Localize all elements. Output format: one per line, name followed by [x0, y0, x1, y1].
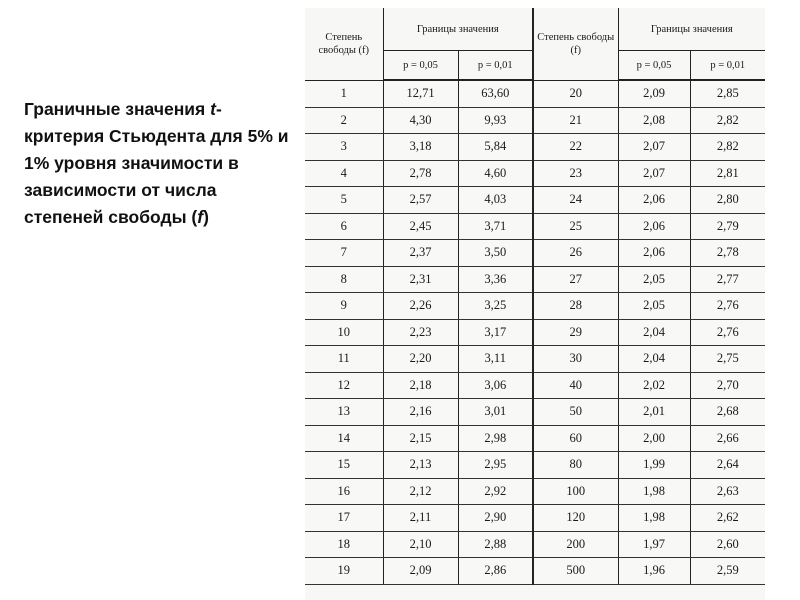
cell-p01-right: 2,82 — [690, 107, 765, 134]
cell-dof-right: 20 — [533, 80, 618, 107]
cell-p05-left: 2,09 — [383, 558, 458, 585]
cell-p01-left: 3,17 — [458, 319, 533, 346]
header-p05-left: p = 0,05 — [383, 51, 458, 81]
cell-dof-right: 25 — [533, 213, 618, 240]
cell-dof-left: 18 — [305, 531, 383, 558]
caption-f-letter: f — [197, 207, 204, 227]
cell-dof-right: 23 — [533, 160, 618, 187]
table-row — [305, 558, 765, 585]
cell-p05-right: 2,08 — [618, 107, 690, 134]
cell-p05-left: 2,11 — [383, 505, 458, 532]
cell-dof-right: 29 — [533, 319, 618, 346]
cell-p05-right: 1,99 — [618, 452, 690, 479]
cell-dof-right: 100 — [533, 478, 618, 505]
cell-p01-left: 3,36 — [458, 266, 533, 293]
cell-dof-left: 4 — [305, 160, 383, 187]
cell-p05-right: 1,97 — [618, 531, 690, 558]
cell-p05-right: 2,00 — [618, 425, 690, 452]
header-p01-left: p = 0,01 — [458, 51, 533, 81]
cell-dof-left: 19 — [305, 558, 383, 585]
cell-dof-left: 15 — [305, 452, 383, 479]
cell-p05-left: 2,23 — [383, 319, 458, 346]
cell-p05-right: 2,04 — [618, 319, 690, 346]
cell-dof-left: 10 — [305, 319, 383, 346]
cell-p01-right: 2,62 — [690, 505, 765, 532]
cell-p01-right: 2,68 — [690, 399, 765, 426]
cell-p05-right: 2,07 — [618, 160, 690, 187]
table-row — [305, 266, 765, 293]
header-bounds-left: Границы значения — [383, 8, 533, 51]
cell-p05-left: 12,71 — [383, 80, 458, 107]
table-row — [305, 293, 765, 320]
cell-p01-right: 2,70 — [690, 372, 765, 399]
cell-dof-right: 30 — [533, 346, 618, 373]
caption-text-main: -критерия Стьюдента для 5% и 1% уровня значимости в зависимости от числа степеней свободы ( — [24, 99, 289, 227]
table-row — [305, 452, 765, 479]
cell-p01-right: 2,82 — [690, 134, 765, 161]
cell-p01-left: 3,25 — [458, 293, 533, 320]
cell-p01-left: 3,06 — [458, 372, 533, 399]
cell-p01-left: 3,50 — [458, 240, 533, 267]
cell-dof-left: 6 — [305, 213, 383, 240]
cell-p01-right: 2,78 — [690, 240, 765, 267]
cell-p01-left: 2,95 — [458, 452, 533, 479]
table-row — [305, 399, 765, 426]
cell-p05-right: 2,05 — [618, 266, 690, 293]
cell-dof-left: 11 — [305, 346, 383, 373]
caption-t-letter: t — [210, 99, 216, 119]
cell-p01-left: 5,84 — [458, 134, 533, 161]
cell-p05-right: 2,02 — [618, 372, 690, 399]
cell-dof-right: 80 — [533, 452, 618, 479]
table-row — [305, 240, 765, 267]
cell-p05-left: 2,57 — [383, 187, 458, 214]
cell-p05-right: 1,96 — [618, 558, 690, 585]
cell-p05-right: 2,09 — [618, 80, 690, 107]
cell-dof-left: 9 — [305, 293, 383, 320]
cell-p05-left: 2,10 — [383, 531, 458, 558]
cell-dof-left: 16 — [305, 478, 383, 505]
cell-p01-left: 4,60 — [458, 160, 533, 187]
cell-p05-right: 2,05 — [618, 293, 690, 320]
table-row — [305, 160, 765, 187]
cell-p05-left: 2,37 — [383, 240, 458, 267]
cell-dof-right: 50 — [533, 399, 618, 426]
cell-p01-left: 2,98 — [458, 425, 533, 452]
cell-p01-right: 2,81 — [690, 160, 765, 187]
table-row — [305, 531, 765, 558]
cell-p01-right: 2,77 — [690, 266, 765, 293]
cell-p01-left: 2,86 — [458, 558, 533, 585]
table-row — [305, 319, 765, 346]
cell-p01-left: 2,92 — [458, 478, 533, 505]
cell-p01-right: 2,85 — [690, 80, 765, 107]
cell-dof-left: 2 — [305, 107, 383, 134]
cell-dof-left: 3 — [305, 134, 383, 161]
header-dof-right: Степень свободы (f) — [533, 8, 618, 80]
cell-p01-right: 2,79 — [690, 213, 765, 240]
cell-p05-left: 3,18 — [383, 134, 458, 161]
table-row — [305, 107, 765, 134]
cell-p01-left: 2,90 — [458, 505, 533, 532]
cell-dof-left: 5 — [305, 187, 383, 214]
table-row — [305, 187, 765, 214]
header-p05-right: p = 0,05 — [618, 51, 690, 81]
cell-p01-right: 2,66 — [690, 425, 765, 452]
cell-p05-right: 2,04 — [618, 346, 690, 373]
student-t-table-image — [305, 8, 765, 600]
cell-dof-right: 28 — [533, 293, 618, 320]
cell-p01-left: 3,11 — [458, 346, 533, 373]
cell-p05-right: 2,01 — [618, 399, 690, 426]
cell-dof-right: 26 — [533, 240, 618, 267]
cell-p05-left: 2,15 — [383, 425, 458, 452]
cell-dof-right: 21 — [533, 107, 618, 134]
table-body — [305, 80, 765, 584]
cell-dof-left: 8 — [305, 266, 383, 293]
cell-p01-right: 2,59 — [690, 558, 765, 585]
cell-dof-left: 14 — [305, 425, 383, 452]
cell-dof-right: 200 — [533, 531, 618, 558]
cell-p05-right: 1,98 — [618, 505, 690, 532]
caption-text-start: Граничные значения — [24, 99, 211, 119]
header-bounds-right: Границы значения — [618, 8, 765, 51]
slide-caption — [24, 96, 299, 231]
cell-p05-right: 2,06 — [618, 213, 690, 240]
table-row — [305, 80, 765, 107]
cell-p01-right: 2,75 — [690, 346, 765, 373]
cell-dof-right: 40 — [533, 372, 618, 399]
cell-dof-right: 22 — [533, 134, 618, 161]
table-row — [305, 505, 765, 532]
cell-p01-right: 2,63 — [690, 478, 765, 505]
cell-p05-left: 2,45 — [383, 213, 458, 240]
cell-p05-right: 2,07 — [618, 134, 690, 161]
cell-dof-right: 500 — [533, 558, 618, 585]
cell-p01-right: 2,64 — [690, 452, 765, 479]
cell-p05-right: 2,06 — [618, 187, 690, 214]
cell-p01-right: 2,76 — [690, 319, 765, 346]
table-row — [305, 213, 765, 240]
table-row — [305, 425, 765, 452]
cell-dof-right: 27 — [533, 266, 618, 293]
cell-p05-right: 1,98 — [618, 478, 690, 505]
cell-p01-left: 3,01 — [458, 399, 533, 426]
table-row — [305, 372, 765, 399]
cell-p05-left: 2,31 — [383, 266, 458, 293]
cell-dof-right: 120 — [533, 505, 618, 532]
cell-dof-left: 12 — [305, 372, 383, 399]
header-dof-left: Степень свободы (f) — [305, 8, 383, 80]
header-p01-right: p = 0,01 — [690, 51, 765, 81]
cell-dof-left: 7 — [305, 240, 383, 267]
cell-p01-left: 4,03 — [458, 187, 533, 214]
cell-p01-left: 63,60 — [458, 80, 533, 107]
cell-p01-right: 2,80 — [690, 187, 765, 214]
cell-p05-left: 2,20 — [383, 346, 458, 373]
table-row — [305, 478, 765, 505]
cell-dof-left: 1 — [305, 80, 383, 107]
table-row — [305, 134, 765, 161]
cell-p05-left: 2,12 — [383, 478, 458, 505]
cell-p05-left: 2,13 — [383, 452, 458, 479]
table-row — [305, 346, 765, 373]
cell-dof-left: 17 — [305, 505, 383, 532]
cell-p01-right: 2,60 — [690, 531, 765, 558]
cell-p01-right: 2,76 — [690, 293, 765, 320]
cell-p01-left: 2,88 — [458, 531, 533, 558]
cell-p01-left: 3,71 — [458, 213, 533, 240]
cell-dof-left: 13 — [305, 399, 383, 426]
cell-p05-left: 2,18 — [383, 372, 458, 399]
student-t-table — [305, 8, 765, 585]
cell-p05-right: 2,06 — [618, 240, 690, 267]
cell-p05-left: 2,16 — [383, 399, 458, 426]
caption-close-paren: ) — [203, 207, 209, 227]
cell-p01-left: 9,93 — [458, 107, 533, 134]
cell-p05-left: 2,78 — [383, 160, 458, 187]
cell-dof-right: 60 — [533, 425, 618, 452]
cell-dof-right: 24 — [533, 187, 618, 214]
cell-p05-left: 4,30 — [383, 107, 458, 134]
cell-p05-left: 2,26 — [383, 293, 458, 320]
